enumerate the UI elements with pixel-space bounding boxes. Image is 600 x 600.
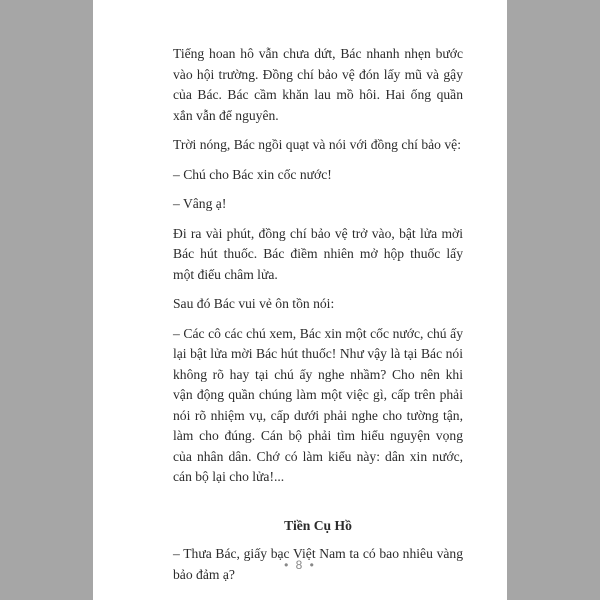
paragraph: Tiếng hoan hô vẫn chưa dứt, Bác nhanh nhẹn bước vào hội trường. Đồng chí bảo vệ đón lấy mũ và gậy của Bác. Bác cầm khăn lau mồ hôi. Hai ống quần xắn vẫn để nguyên. xyxy=(173,46,463,123)
paragraph: Trời nóng, Bác ngồi quạt và nói với đồng chí bảo vệ: xyxy=(173,137,461,152)
paragraph: – Các cô các chú xem, Bác xin một cốc nước, chú ấy lại bật lửa mời Bác hút thuốc! Như vậy là tại Bác nói không rõ hay tại chú ấy nghe nhầm? Cho nên khi vận động quần chúng làm một việc gì, cấp trên phải nói rõ nhiệm vụ, cấp dưới phải nghe cho tường tận, làm cho đúng. Cán bộ phải tìm hiểu nguyện vọng của nhân dân. Chớ có làm kiểu này: dân xin nước, cán bộ lại cho lửa!... xyxy=(173,325,463,484)
page-content xyxy=(173,44,463,594)
section-heading: Tiền Cụ Hồ xyxy=(284,517,352,533)
paragraph: – Chú cho Bác xin cốc nước! xyxy=(173,166,332,182)
paragraph: Đi ra vài phút, đồng chí bảo vệ trở vào, bật lửa mời Bác hút thuốc. Bác điềm nhiên mở hộp thuốc lấy một điếu châm lửa. xyxy=(173,225,463,282)
book-page xyxy=(93,0,507,600)
paragraph: Sau đó Bác vui vẻ ôn tồn nói: xyxy=(173,296,335,311)
paragraph: – Vâng ạ! xyxy=(173,196,227,211)
page-number: • 8 • xyxy=(284,558,316,572)
paragraph: – Thưa Bác, giấy bạc Việt Nam ta có bao nhiêu vàng bảo đảm ạ? xyxy=(173,546,463,582)
